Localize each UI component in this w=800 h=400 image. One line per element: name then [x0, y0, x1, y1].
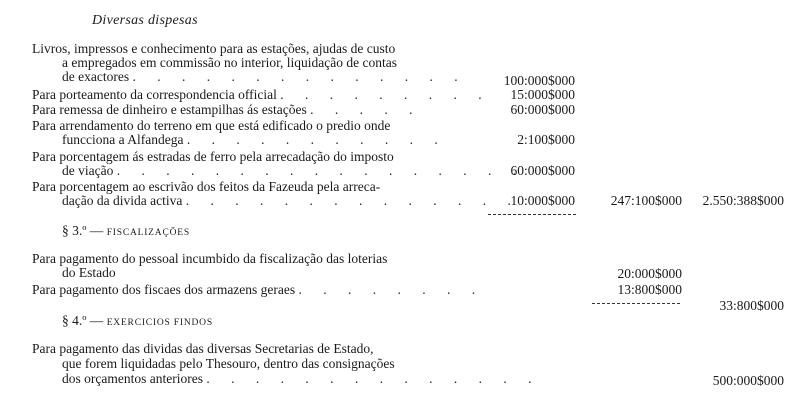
leader-dots: . . . . . . . . . . . . . .	[206, 371, 541, 386]
section-heading: Diversas dispesas	[92, 13, 198, 28]
entry-line	[32, 88, 491, 102]
entry-text: de exactores	[62, 69, 130, 84]
entry-line	[62, 70, 467, 84]
section-title	[62, 224, 190, 240]
amount: 60:000$000	[510, 102, 575, 117]
entry-line: Para porcentagem ao escrivão dos feitos da Fazeuda pela arreca-	[32, 179, 381, 194]
entry-line: do Estado	[62, 265, 116, 280]
entry-text: funcciona a Alfandega	[62, 132, 184, 147]
amount: 60:000$000	[510, 163, 575, 178]
amount: 10:000$000	[510, 193, 575, 208]
entry-line	[62, 133, 447, 147]
leader-dots: . . . . . . . . . . .	[186, 132, 447, 147]
section-name: FISCALIZAÇÕES	[106, 228, 190, 238]
entry-text: Para pagamento dos fiscaes dos armazens geraes	[32, 282, 296, 297]
section-name: EXERCICIOS FINDOS	[106, 318, 213, 328]
section-title	[62, 314, 213, 330]
amount: 15:000$000	[510, 87, 575, 102]
total: 33:800$000	[719, 298, 784, 313]
dashed-rule	[592, 303, 680, 304]
amount: 100:000$000	[503, 73, 575, 88]
amount: 2:100$000	[517, 132, 575, 147]
total: 2.550:388$000	[702, 193, 784, 208]
leader-dots: . . . . . . . .	[298, 282, 485, 297]
entry-text: Para remessa de dinheiro e estampilhas ás estações	[32, 102, 307, 117]
entry-line	[62, 372, 540, 386]
entry-line: Para pagamento das dividas das diversas Secretarias de Estado,	[32, 341, 374, 356]
entry-text: Para porteamento da correspondencia official	[32, 87, 277, 102]
section-number: § 4.º —	[62, 313, 104, 328]
entry-line	[32, 283, 484, 297]
entry-line	[62, 194, 520, 208]
entry-text: dação da divida activa	[62, 193, 183, 208]
subtotal: 247:100$000	[610, 193, 682, 208]
leader-dots: . . . . . . . . . . . . . . . . .	[116, 163, 526, 178]
leader-dots: . . . . . . . . . . . . . .	[132, 69, 467, 84]
entry-text: dos orçamentos anteriores	[62, 371, 203, 386]
leader-dots: . . . . . . . . .	[280, 87, 491, 102]
leader-dots: . . . . .	[310, 102, 422, 117]
entry-line: Para arrendamento do terreno em que está edificado o predio onde	[32, 118, 391, 133]
entry-line: que forem liquidadas pelo Thesouro, dentro das consignações	[62, 356, 395, 371]
total: 500:000$000	[712, 373, 784, 388]
entry-line: a empregados em commissão no interior, liquidação de contas	[62, 55, 397, 70]
entry-line: Para porcentagem ás estradas de ferro pela arrecadação do imposto	[32, 149, 394, 164]
section-number: § 3.º —	[62, 223, 104, 238]
entry-line: Para pagamento do pessoal incumbido da fiscalização das loterias	[32, 251, 388, 266]
dashed-rule	[488, 214, 576, 215]
amount: 20:000$000	[617, 266, 682, 281]
entry-text: de viação	[62, 163, 114, 178]
leader-dots: . . . . . . . . . . . . . .	[185, 193, 520, 208]
amount: 13:800$000	[617, 282, 682, 297]
entry-line	[62, 164, 525, 178]
entry-line	[32, 103, 422, 117]
entry-line: Livros, impressos e conhecimento para as estações, ajudas de custo	[32, 41, 396, 56]
